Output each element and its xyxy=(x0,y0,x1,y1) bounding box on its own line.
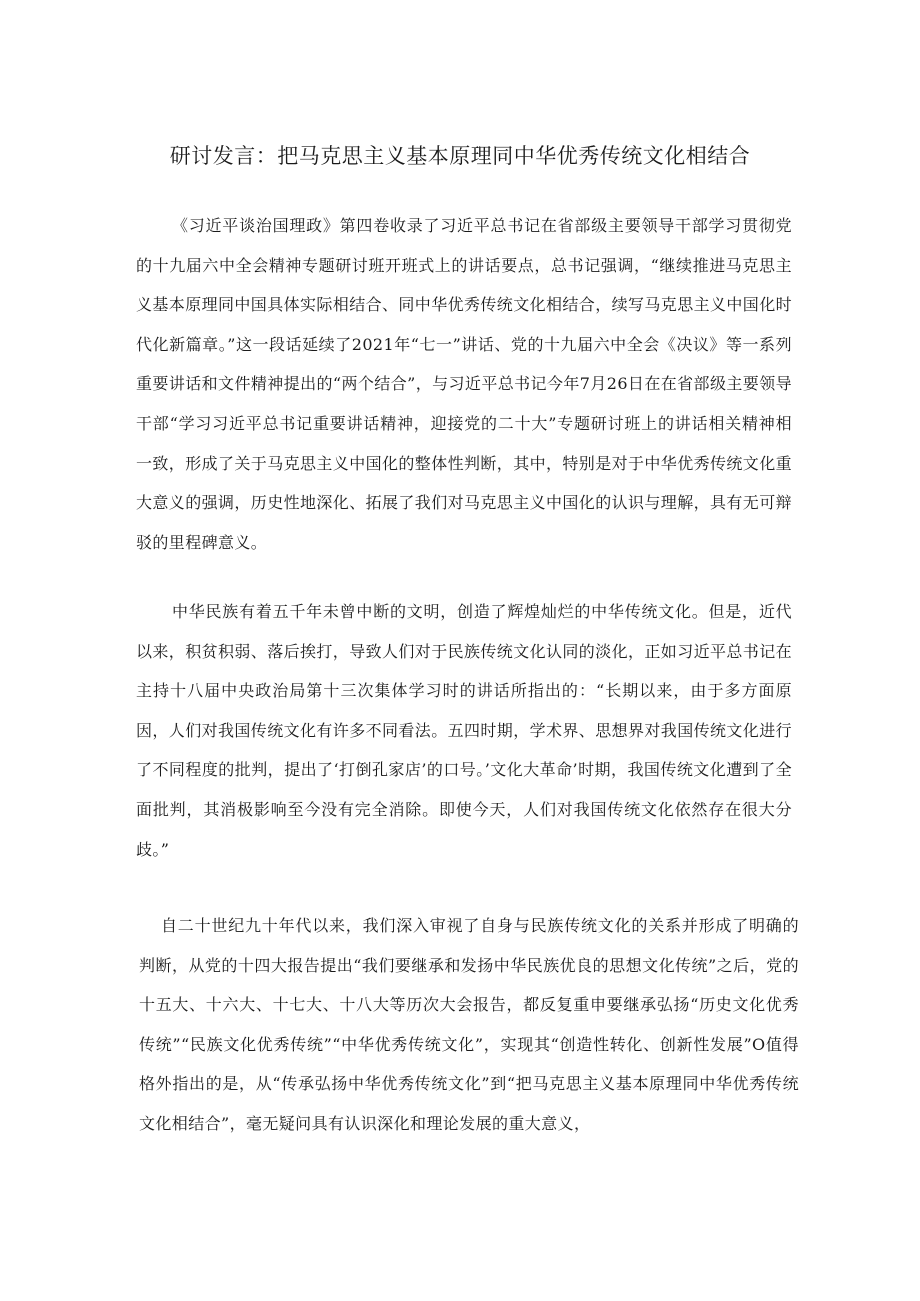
paragraph-2: 中华民族有着五千年未曾中断的文明，创造了辉煌灿烂的中华传统文化。但是，近代以来，积贫积弱、落后挨打，导致人们对于民族传统文化认同的淡化，正如习近平总书记在主持十八届中央政治局第十三次集体学习时的讲话所指出的：“长期以来，由于多方面原因，人们对我国传统文化有许多不同看法。五四时期，学术界、思想界对我国传统文化进行了不同程度的批判，提出了‘打倒孔家店’的口号。’文化大革命’时期，我国传统文化遭到了全面批判，其消极影响至今没有完全消除。即使今天，人们对我国传统文化依然存在很大分歧。” xyxy=(136,602,793,859)
paragraph-3: 自二十世纪九十年代以来，我们深入审视了自身与民族传统文化的关系并形成了明确的判断，从党的十四大报告提出“我们要继承和发扬中华民族优良的思想文化传统”之后，党的十五大、十六大、十七大、十八大等历次大会报告，都反复重申要继承弘扬“历史文化优秀传统”“民族文化优秀传统”“中华优秀传统文化”，实现其“创造性转化、创新性发展”O值得格外指出的是，从“传承弘扬中华优秀传统文化”到“把马克思主义基本原理同中华优秀传统文化相结合”，毫无疑问具有认识深化和理论发展的重大意义， xyxy=(139,916,799,1133)
document-title: 研讨发言：把马克思主义基本原理同中华优秀传统文化相结合 xyxy=(169,144,751,168)
paragraph-1: 《习近平谈治国理政》第四卷收录了习近平总书记在省部级主要领导干部学习贯彻党的十九届六中全会精神专题研讨班开班式上的讲话要点，总书记强调，“继续推进马克思主义基本原理同中国具体实际相结合、同中华优秀传统文化相结合，续写马克思主义中国化时代化新篇章。”这一段话延续了2021年“七一”讲话、党的十九届六中全会《决议》等一系列重要讲话和文件精神提出的“两个结合”，与习近平总书记今年7月26日在在省部级主要领导干部“学习习近平总书记重要讲话精神，迎接党的二十大”专题研讨班上的讲话相关精神相一致，形成了关于马克思主义中国化的整体性判断，其中，特别是对于中华优秀传统文化重大意义的强调，历史性地深化、拓展了我们对马克思主义中国化的认识与理解，具有无可辩驳的里程碑意义。 xyxy=(136,216,793,552)
